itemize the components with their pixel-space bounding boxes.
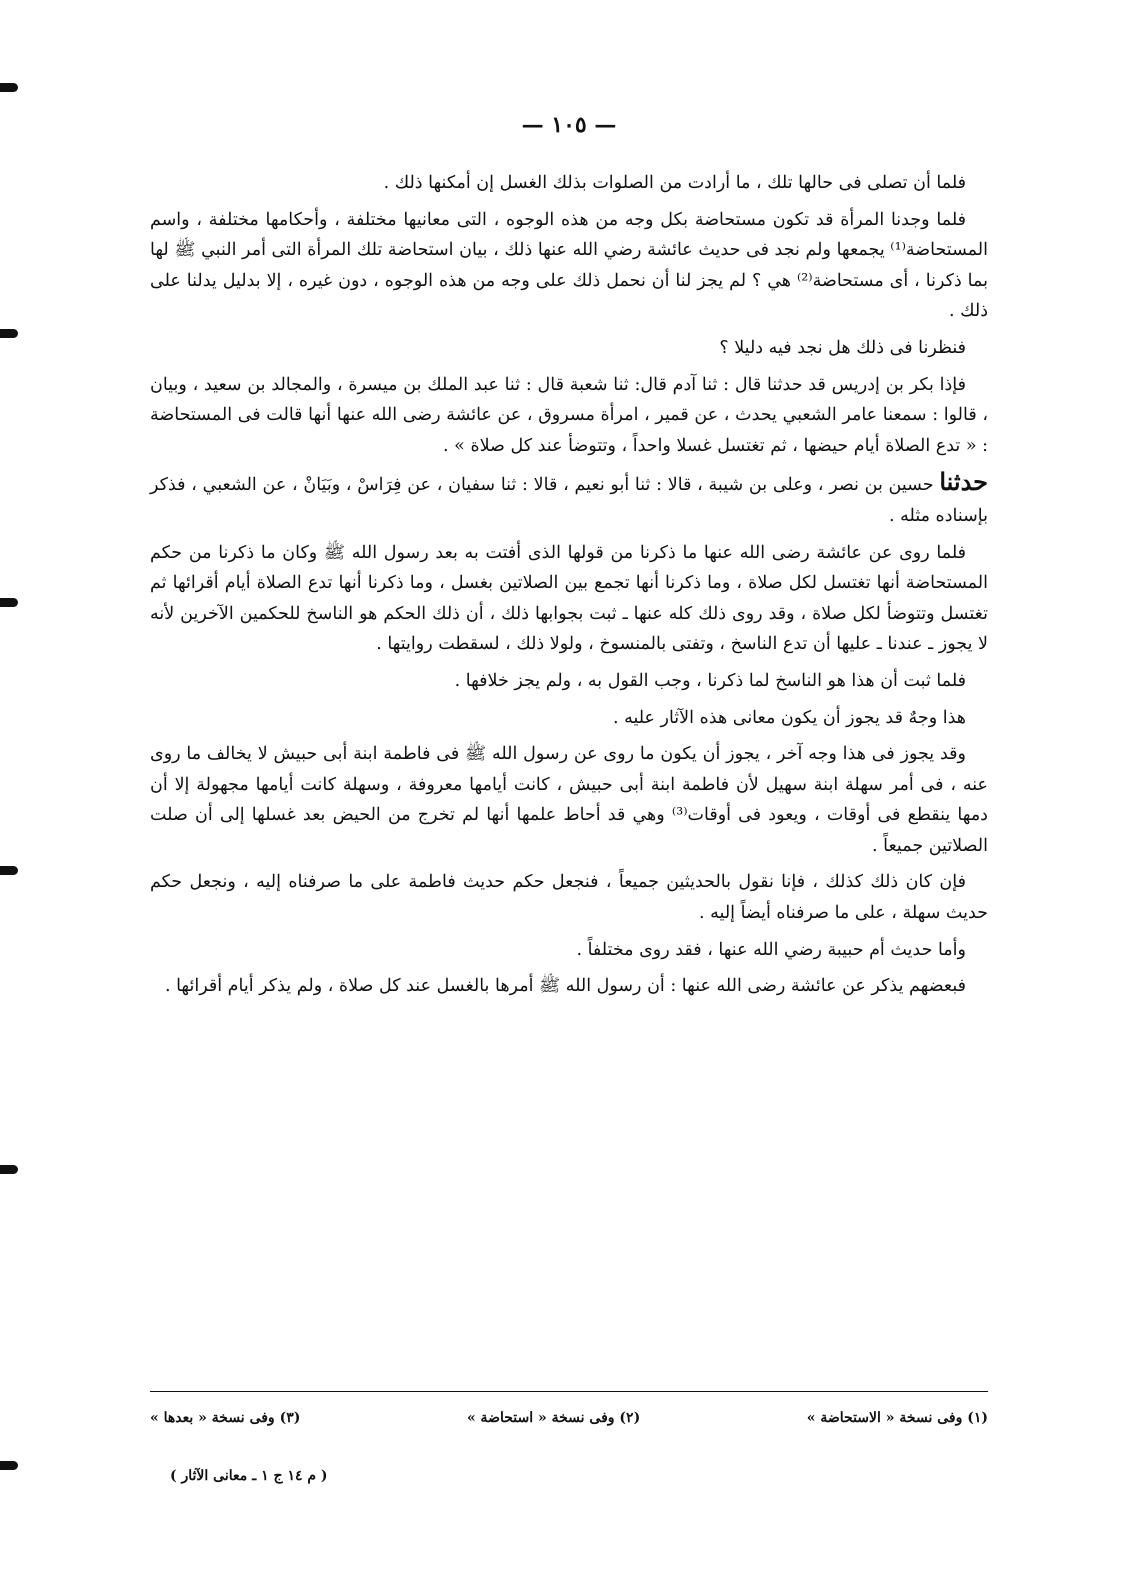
binding-mark (0, 329, 18, 338)
paragraph: هذا وجهٌ قد يجوز أن يكون معانى هذه الآثار عليه . (612, 707, 966, 728)
binding-mark (0, 83, 18, 92)
paragraph: فنظرنا فى ذلك هل نجد فيه دليلا ؟ (719, 337, 966, 358)
printer-signature: ( م ١٤ ج ١ ـ معانى الآثار ) (170, 1468, 328, 1484)
paragraph: فإذا بكر بن إدريس قد حدثنا قال : ثنا آدم قال: ثنا شعبة قال : ثنا عبد الملك بن ميسرة ، والمجالد بن سعيد ، وبيان ، قالوا : سمعنا عامر الشعبي يحدث ، عن قمير ، امرأة مسروق ، عن عائشة رضى الله عنها أنها قالت فى المستحاضة : « تدع الصلاة أيام حيضها ، ثم تغتسل غسلا واحداً ، وتتوضأ عند كل صلاة » . (150, 374, 988, 456)
footnote: (١) وفى نسخة « الاستحاضة » (806, 1410, 988, 1426)
paragraph: فبعضهم يذكر عن عائشة رضى الله عنها : أن رسول الله ﷺ أمرها بالغسل عند كل صلاة ، ولم يذكر أيام أقرائها . (164, 976, 966, 997)
paragraph: فلما وجدنا المرأة قد تكون مستحاضة بكل وجه من هذه الوجوه ، التى معانيها مختلفة ، وأحكامها مختلفة ، واسم المستحاضة⁽¹⁾ يجمعها ولم نجد فى حديث عائشة رضي الله عنها ذلك ، بيان استحاضة تلك المرأة التى أمر النبي ﷺ لها بما ذكرنا ، أى مستحاضة⁽²⁾ هي ؟ لم يجز لنا أن نحمل ذلك على وجه من هذه الوجوه ، دون غيره ، إلا بدليل يدلنا على ذلك . (150, 209, 989, 322)
paragraph: فلما أن تصلى فى حالها تلك ، ما أرادت من الصلوات بذلك الغسل إن أمكنها ذلك . (383, 173, 966, 193)
paragraph-text: حسين بن نصر ، وعلى بن شيبة ، قالا : ثنا أبو نعيم ، قالا : ثنا سفيان ، عن فِرَاسْ ، وبَيَانْ ، عن الشعبي ، فذكر بإسناده مثله . (150, 475, 988, 526)
paragraph: فلما ثبت أن هذا هو الناسخ لما ذكرنا ، وجب القول به ، ولم يجز خلافها . (454, 670, 966, 691)
body-text (150, 168, 988, 1008)
binding-mark (0, 866, 18, 875)
paragraph: فلما روى عن عائشة رضى الله عنها ما ذكرنا من قولها الذى أفتت به بعد رسول الله ﷺ وكان ما ذكرنا من حكم المستحاضة أنها تغتسل لكل صلاة ، وما ذكرنا أنها تجمع بين الصلاتين بغسل ، وما ذكرنا أنها تدع الصلاة أيام أقرائها ثم تغتسل وتتوضأ لكل صلاة ، وقد روى ذلك كله عنها ـ ثبت بجوابها ذلك ، أن ذلك الحكم هو الناسخ للحكمين الآخرين لأنه لا يجوز ـ عندنا ـ عليها أن تدع الناسخ ، وتفتى بالمنسوخ ، ولولا ذلك ، لسقطت روايتها . (150, 542, 988, 655)
binding-mark (0, 598, 18, 607)
paragraph: فإن كان ذلك كذلك ، فإنا نقول بالحديثين جميعاً ، فنجعل حكم حديث فاطمة على ما صرفناه إليه ، ونجعل حكم حديث سهلة ، على ما صرفناه أيضاً إليه . (150, 872, 988, 924)
paragraph: وأما حديث أم حبيبة رضي الله عنها ، فقد روى مختلفاً . (576, 939, 966, 960)
paragraph: وقد يجوز فى هذا وجه آخر ، يجوز أن يكون ما روى عن رسول الله ﷺ فى فاطمة ابنة أبى حبيش لا يخالف ما روى عنه ، فى أمر سهلة ابنة سهيل لأن فاطمة ابنة أبى حبيش ، كانت أيامها معروفة ، وسهلة كانت أيامها مجهولة إلا أن دمها ينقطع فى أوقات ، ويعود فى أوقات⁽³⁾ وهي قد أحاط علمها أنها لم تخرج من الحيض بعد غسلها إلى أن صلت الصلاتين جميعاً . (150, 744, 988, 856)
page-number: — ١٠٥ — (521, 112, 617, 138)
footnote-divider (150, 1391, 988, 1392)
footnote: (٣) وفى نسخة « بعدها » (150, 1410, 301, 1426)
binding-mark (0, 1461, 18, 1470)
footnote: (٢) وفى نسخة « استحاضة » (466, 1410, 641, 1426)
paragraph (150, 467, 988, 531)
binding-mark (0, 1165, 18, 1174)
footnotes (150, 1410, 988, 1426)
hadith-marker: حدثنا (939, 467, 988, 497)
